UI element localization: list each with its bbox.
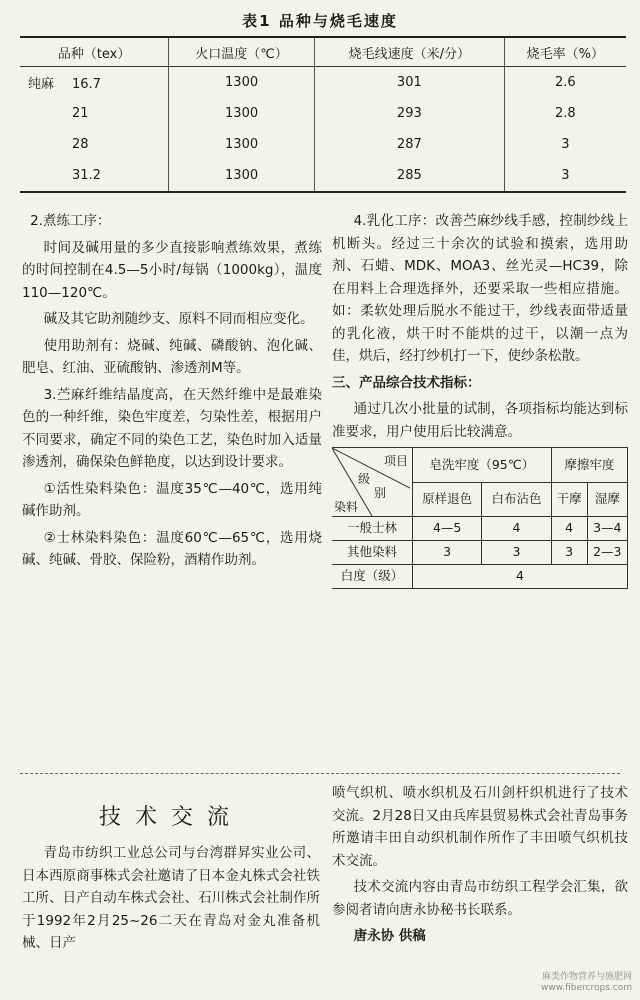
diagonal-header-cell (332, 448, 413, 517)
paragraph: ②士林染料染色：温度60℃—65℃，选用烧碱、纯碱、骨胶、保险粉，酒精作助剂。 (22, 529, 322, 568)
watermark-line1: 麻类作物营养与施肥网 (541, 972, 632, 982)
watermark-line2: www.fibercrops.com (541, 983, 632, 993)
table-row (20, 67, 626, 99)
left-column (22, 210, 322, 576)
cell: 2.8 (504, 98, 626, 129)
exchange-right-column (332, 782, 628, 952)
sub-header: 白布沾色 (482, 482, 551, 517)
variety-cell: 21 (72, 106, 89, 121)
sub-header: 原样退色 (413, 482, 482, 517)
table-row (20, 160, 626, 192)
diag-dye-label: 染料 (334, 500, 359, 514)
paragraph: 时间及碱用量的多少直接影响煮练效果，煮练的时间控制在4.5—5小时/每锅（1000kg），温度110—120℃。 (22, 239, 322, 301)
paragraph: 碱及其它助剂随纱支、原料不同而相应变化。 (43, 311, 314, 327)
cell: 3 (504, 129, 626, 160)
header-variety: 品种（tex） (20, 37, 169, 67)
table1-title: 表1 品种与烧毛速度 (242, 12, 398, 30)
variety-cell: 31.2 (20, 160, 169, 192)
cell: 3 (504, 160, 626, 192)
header-singe-rate: 烧毛率（%） (504, 37, 626, 67)
cell: 4 (482, 517, 551, 541)
cell: 1300 (169, 160, 315, 192)
paragraph: 技术交流内容由青岛市纺织工程学会汇集，欲参阅者请向唐永协秘书长联系。 (332, 879, 628, 918)
header-flame-temp: 火口温度（℃） (169, 37, 315, 67)
paragraph: 4.乳化工序：改善苎麻纱线手感，控制纱线上机断头。经过三十余次的试验和摸索，选用助剂、石蜡、MDK、MOA3、丝光灵—HC39，除在用料上合理选择外，还要采取一些相应措施。如：柔软处理后脱水不能过干，纱线表面带适量的乳化液，烘干时不能烘的过干，以潮一点为佳，烘后，经打纱机打一下，使纱条松散。 (332, 213, 628, 364)
sub-header: 湿摩 (587, 482, 627, 517)
watermark (541, 972, 632, 994)
cell: 3 (482, 541, 551, 565)
diag-level-label: 级 (358, 472, 371, 486)
table-row (332, 565, 628, 589)
cell: 4 (413, 565, 628, 589)
cell: 2—3 (587, 541, 627, 565)
cell: 301 (314, 67, 504, 99)
group-soap-fastness: 皂洗牢度（95℃） (413, 448, 552, 483)
header-singe-speed: 烧毛线速度（米/分） (314, 37, 504, 67)
row-label: 一般士林 (332, 517, 413, 541)
table-variety-singeing-speed (20, 36, 626, 193)
table-technical-indicators (332, 447, 628, 589)
paragraph: 使用助剂有：烧碱、纯碱、磷酸钠、泡化碱、肥皂、红油、亚硫酸钠、渗透剂M等。 (22, 337, 322, 376)
table-row (332, 517, 628, 541)
sub-header: 干摩 (551, 482, 587, 517)
variety-cell: 纯麻 16.7 (20, 67, 169, 99)
cell: 1300 (169, 67, 315, 99)
byline: 唐永协 供稿 (353, 928, 426, 944)
row-label: 其他染料 (332, 541, 413, 565)
article-title: 技术交流 (98, 805, 243, 830)
cell: 4—5 (413, 517, 482, 541)
row-label: 白度（级） (332, 565, 413, 589)
cell: 2.6 (504, 67, 626, 99)
variety-cell: 28 (72, 137, 89, 152)
table-row (20, 129, 626, 160)
heading-scouring: 2.煮练工序： (30, 213, 111, 229)
cell: 1300 (169, 129, 315, 160)
group-rub-fastness: 摩擦牢度 (551, 448, 627, 483)
table-row (20, 98, 626, 129)
section-divider (20, 773, 620, 774)
cell: 3—4 (587, 517, 627, 541)
paragraph: 3.苎麻纤维结晶度高，在天然纤维中是最难染色的一种纤维，染色牢度差，匀染性差，根据用户不同要求，确定不同的染色工艺，染色时加入适量渗透剂，确保染色鲜艳度，以达到设计要求。 (22, 386, 322, 470)
right-column (332, 210, 628, 589)
section-heading: 三、产品综合技术指标： (332, 374, 481, 391)
cell: 3 (413, 541, 482, 565)
table-row (332, 541, 628, 565)
cell: 285 (314, 160, 504, 192)
cell: 287 (314, 129, 504, 160)
cell: 1300 (169, 98, 315, 129)
paragraph: 喷气织机、喷水织机及石川剑杆织机进行了技术交流。2月28日又由兵库县贸易株式会社青岛事务所邀请丰田自动织机制作所作了丰田喷气织机技术交流。 (332, 785, 628, 869)
cell: 3 (551, 541, 587, 565)
cell: 293 (314, 98, 504, 129)
exchange-left-column (22, 842, 320, 959)
diag-item-label: 项目 (383, 454, 408, 468)
paragraph: 青岛市纺织工业总公司与台湾群昇实业公司、日本西原商事株式会社邀请了日本金丸株式会社铁工所、日产自动车株式会社、石川株式会社制作所于1992年2月25~26二天在青岛对金丸准备机械、日产 (22, 845, 320, 951)
cell: 4 (551, 517, 587, 541)
group-label: 纯麻 (28, 77, 55, 92)
diag-bie-label: 别 (374, 486, 387, 500)
paragraph: ①活性染料染色：温度35℃—40℃，选用纯碱作助剂。 (22, 480, 322, 519)
paragraph: 通过几次小批量的试制，各项指标均能达到标准要求，用户使用后比较满意。 (332, 401, 628, 440)
